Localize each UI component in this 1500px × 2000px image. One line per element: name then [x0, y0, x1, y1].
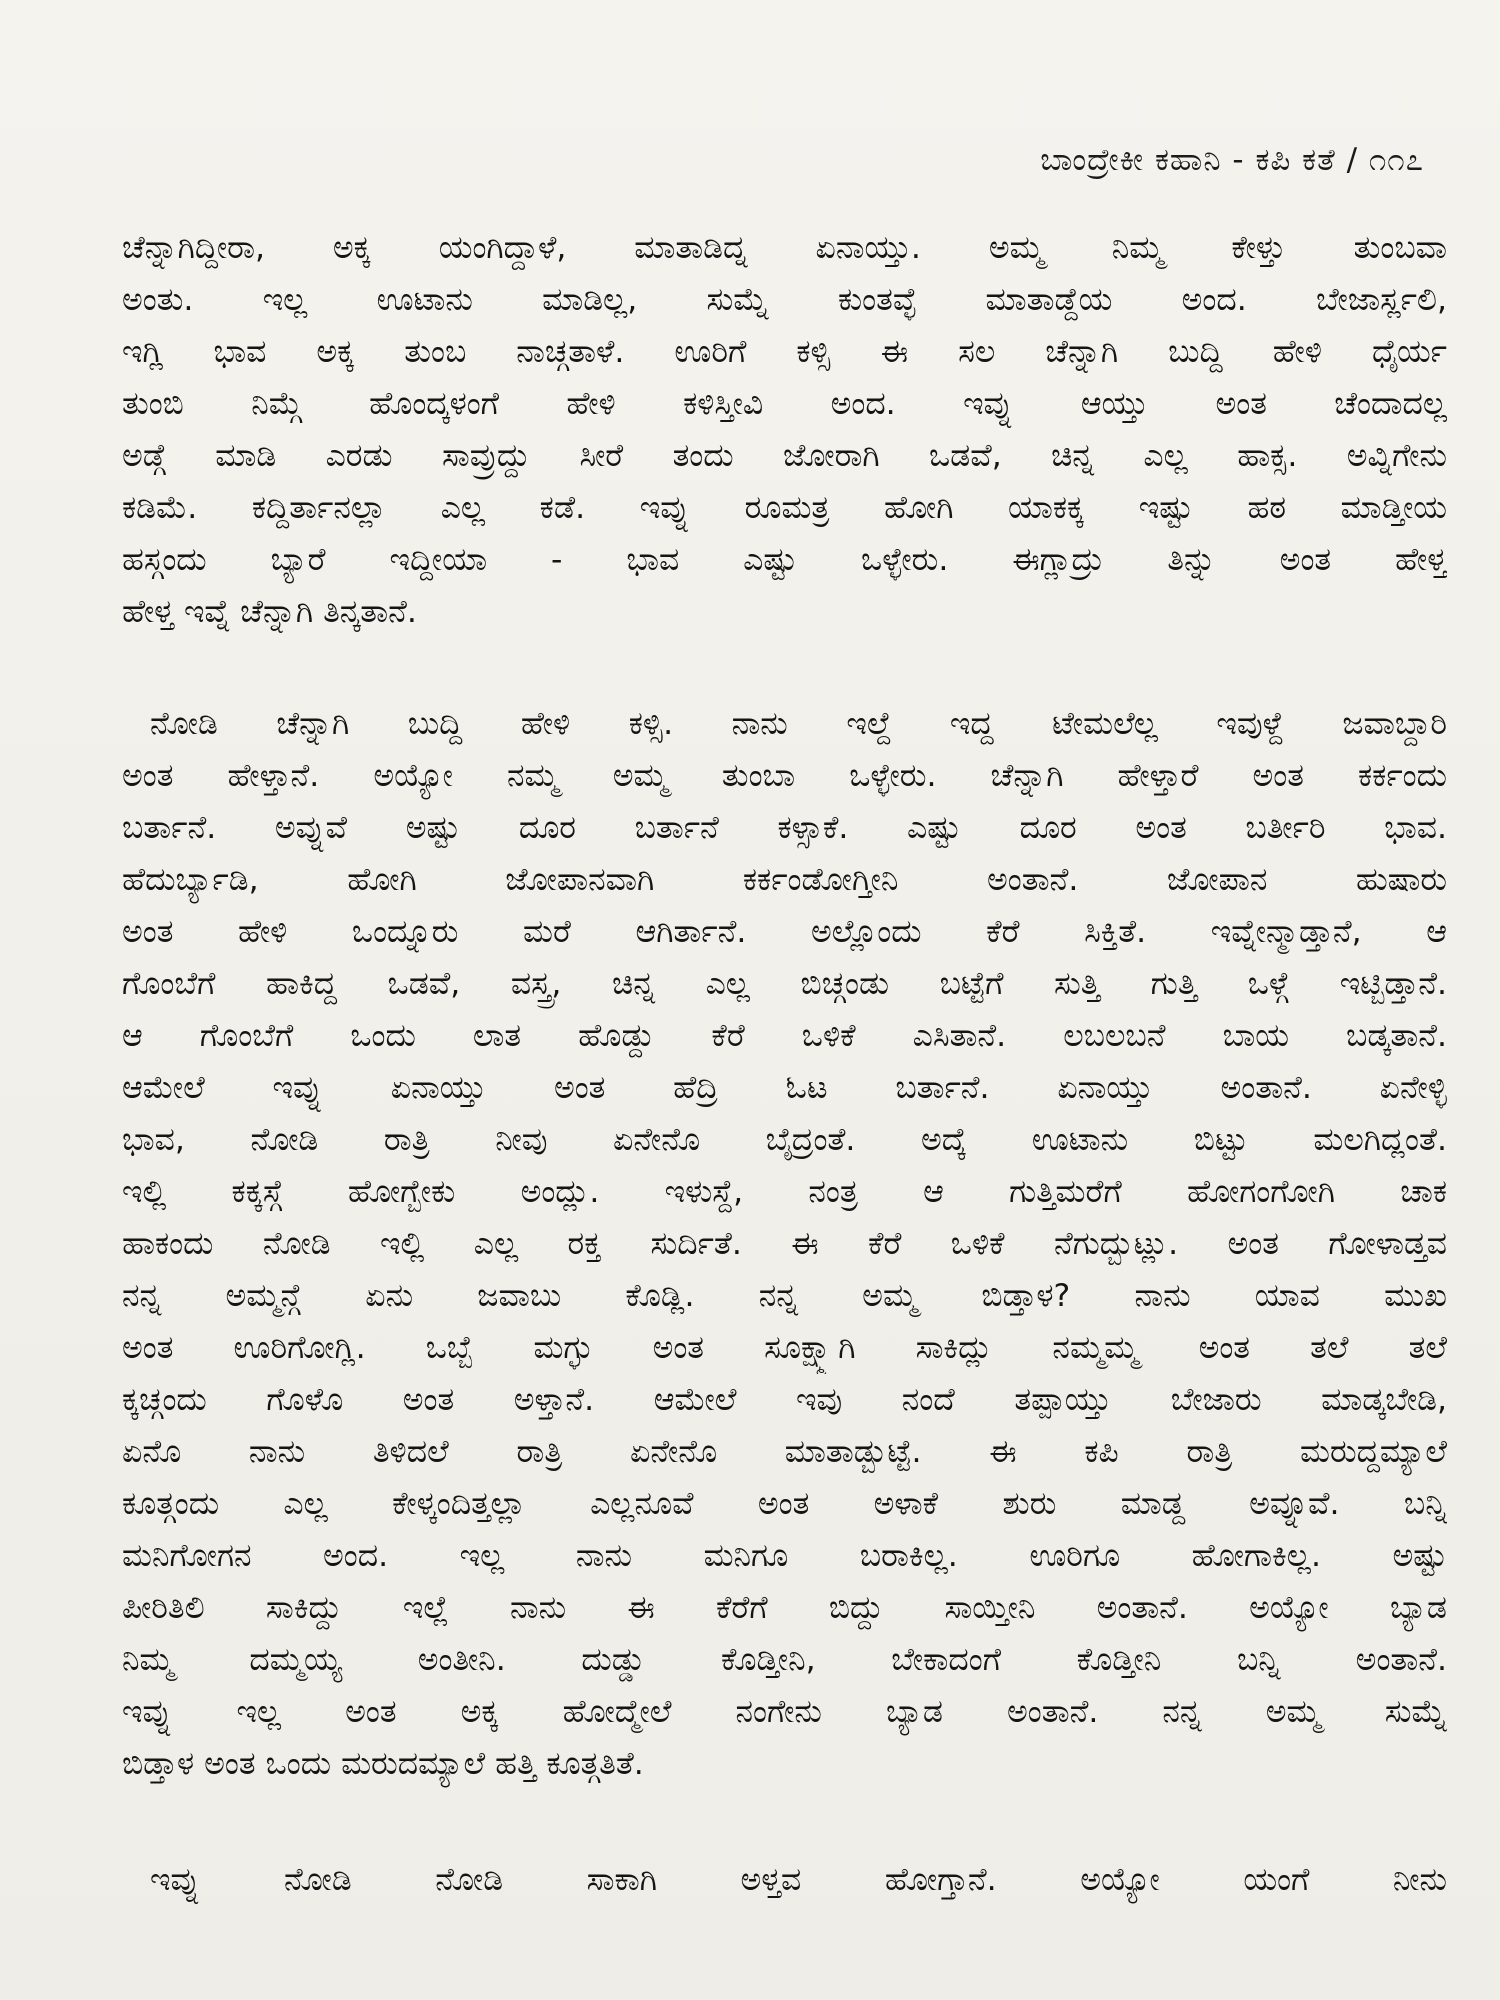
running-header: ಬಾಂದ್ರೇಕೀ ಕಹಾನಿ - ಕಪಿ ಕತೆ / ೧೧೭ [1040, 142, 1424, 178]
text-line: ಬರ್ತಾನೆ. ಅವ್ನುವೆ ಅಷ್ಟು ದೂರ ಬರ್ತಾನೆ ಕಳ್ಸಾಕೆ. ಎಷ್ಟು ದೂರ ಅಂತ ಬರ್ತೀರಿ ಭಾವ. [122, 810, 1447, 846]
text-line: ಆ ಗೊಂಬೆಗೆ ಒಂದು ಲಾತ ಹೊಡ್ದು ಕೆರೆ ಒಳಿಕೆ ಎಸಿತಾನೆ. ಲಬಲಬನೆ ಬಾಯ ಬಡ್ಕತಾನೆ. [122, 1018, 1447, 1054]
text-line: ಇಲ್ಲಿ ಕಕ್ಕಸ್ಗೆ ಹೋಗ್ಬೇಕು ಅಂದ್ಲು. ಇಳುಸ್ದೆ, ನಂತ್ರ ಆ ಗುತ್ತಿಮರೆಗೆ ಹೋಗಂಗೋಗಿ ಚಾಕ [122, 1174, 1447, 1210]
text-line: ನೋಡಿ ಚೆನ್ನಾಗಿ ಬುದ್ದಿ ಹೇಳಿ ಕಳ್ಸಿ. ನಾನು ಇಲ್ದೆ ಇದ್ದ ಟೇಮಲೆಲ್ಲ ಇವುಳ್ದೆ ಜವಾಬ್ದಾರಿ [150, 706, 1447, 742]
text-line: ಅಂತು. ಇಲ್ಲ ಊಟಾನು ಮಾಡಿಲ್ಲ, ಸುಮ್ನೆ ಕುಂತವ್ಳೆ ಮಾತಾಡ್ದೆಯ ಅಂದ. ಬೇಜಾರ್ಸ್ಲಲಿ, [122, 282, 1447, 318]
paragraph-1 [122, 222, 1447, 638]
text-line: ಭಾವ, ನೋಡಿ ರಾತ್ರಿ ನೀವು ಏನೇನೊ ಬೈದ್ರಂತೆ. ಅದ್ಕೆ ಊಟಾನು ಬಿಟ್ಟು ಮಲಗಿದ್ಲಂತೆ. [122, 1122, 1447, 1158]
text-line: ಅಂತ ಹೇಳ್ತಾನೆ. ಅಯ್ಯೋ ನಮ್ಮ ಅಮ್ಮ ತುಂಬಾ ಒಳ್ಳೇರು. ಚೆನ್ನಾಗಿ ಹೇಳ್ತಾರೆ ಅಂತ ಕರ್ಕಂದು [122, 758, 1447, 794]
text-line: ಬಿಡ್ತಾಳ ಅಂತ ಒಂದು ಮರುದಮ್ಯಾಲೆ ಹತ್ತಿ ಕೂತ್ಗತಿತೆ. [122, 1746, 644, 1782]
text-line: ನಿಮ್ಮ ದಮ್ಮಯ್ಯ ಅಂತೀನಿ. ದುಡ್ಡು ಕೊಡ್ತೀನಿ, ಬೇಕಾದಂಗೆ ಕೊಡ್ತೀನಿ ಬನ್ನಿ ಅಂತಾನೆ. [122, 1642, 1447, 1678]
text-line: ಕ್ಕಚ್ಗಂದು ಗೊಳೊ ಅಂತ ಅಳ್ತಾನೆ. ಆಮೇಲೆ ಇವು ನಂದೆ ತಪ್ಪಾಯ್ತು ಬೇಜಾರು ಮಾಡ್ಕಬೇಡಿ, [122, 1382, 1447, 1418]
text-line: ಮನಿಗೋಗನ ಅಂದ. ಇಲ್ಲ ನಾನು ಮನಿಗೂ ಬರಾಕಿಲ್ಲ. ಊರಿಗೂ ಹೋಗಾಕಿಲ್ಲ. ಅಷ್ಟು [122, 1538, 1447, 1574]
text-line: ಗೊಂಬೆಗೆ ಹಾಕಿದ್ದ ಒಡವೆ, ವಸ್ತ್ರ, ಚಿನ್ನ ಎಲ್ಲ ಬಿಚ್ಗಂಡು ಬಟ್ಟೆಗೆ ಸುತ್ತಿ ಗುತ್ತಿ ಒಳ್ಗೆ ಇಟ್ಬಿಡ್ತಾನೆ. [122, 966, 1447, 1002]
text-line: ಅಂತ ಊರಿಗೋಗ್ಲಿ. ಒಬ್ಬೆ ಮಗ್ಳು ಅಂತ ಸೂಕ್ಷ್ಮಾಗಿ ಸಾಕಿದ್ಲು ನಮ್ಮಮ್ಮ ಅಂತ ತಲೆ ತಲೆ [122, 1330, 1447, 1366]
paragraph-2 [122, 698, 1447, 1790]
text-line: ಹೆದುರ್ಬ್ಯಾಡಿ, ಹೋಗಿ ಜೋಪಾನವಾಗಿ ಕರ್ಕಂಡೋಗ್ತೀನಿ ಅಂತಾನೆ. ಜೋಪಾನ ಹುಷಾರು [122, 862, 1447, 898]
text-line: ಹಾಕಂದು ನೋಡಿ ಇಲ್ಲಿ ಎಲ್ಲ ರಕ್ತ ಸುರ್ದಿತೆ. ಈ ಕೆರೆ ಒಳಿಕೆ ನೆಗುದ್ಬುಟ್ಲು. ಅಂತ ಗೋಳಾಡ್ತವ [122, 1226, 1447, 1262]
text-line: ಹೇಳ್ತ ಇವ್ನೆ ಚೆನ್ನಾಗಿ ತಿನ್ಕತಾನೆ. [122, 594, 417, 630]
text-line: ಇವ್ನು ಇಲ್ಲ ಅಂತ ಅಕ್ಕ ಹೋದ್ಮೇಲೆ ನಂಗೇನು ಬ್ಯಾಡ ಅಂತಾನೆ. ನನ್ನ ಅಮ್ಮ ಸುಮ್ನೆ [122, 1694, 1447, 1730]
text-line: ಕಡಿಮೆ. ಕದ್ದಿರ್ತಾನಲ್ಲಾ ಎಲ್ಲ ಕಡೆ. ಇವ್ನು ರೂಮತ್ರ ಹೋಗಿ ಯಾಕಕ್ಕ ಇಷ್ಟು ಹಠ ಮಾಡ್ತೀಯ [122, 490, 1447, 526]
text-line: ಆಮೇಲೆ ಇವ್ನು ಏನಾಯ್ತು ಅಂತ ಹೆದ್ರಿ ಓಟ ಬರ್ತಾನೆ. ಏನಾಯ್ತು ಅಂತಾನೆ. ಏನೇಳ್ಳಿ [122, 1070, 1447, 1106]
text-line: ಇಗ್ಲಿ ಭಾವ ಅಕ್ಕ ತುಂಬ ನಾಚ್ಗತಾಳೆ. ಊರಿಗೆ ಕಳ್ಸಿ ಈ ಸಲ ಚೆನ್ನಾಗಿ ಬುದ್ದಿ ಹೇಳಿ ಧೈರ್ಯ [122, 334, 1447, 370]
text-line: ಪೀರಿತಿಲಿ ಸಾಕಿದ್ದು ಇಲ್ಲೆ ನಾನು ಈ ಕೆರೆಗೆ ಬಿದ್ದು ಸಾಯ್ತೀನಿ ಅಂತಾನೆ. ಅಯ್ಯೋ ಬ್ಯಾಡ [122, 1590, 1447, 1626]
paragraph-3 [122, 1854, 1447, 1906]
text-line: ಚೆನ್ನಾಗಿದ್ದೀರಾ, ಅಕ್ಕ ಯಂಗಿದ್ದಾಳೆ, ಮಾತಾಡಿದ್ನ ಏನಾಯ್ತು. ಅಮ್ಮ ನಿಮ್ಮ ಕೇಳ್ತು ತುಂಬವಾ [122, 230, 1447, 266]
text-line: ಅಂತ ಹೇಳಿ ಒಂದ್ನೂರು ಮರೆ ಆಗಿರ್ತಾನೆ. ಅಲ್ಲೊಂದು ಕೆರೆ ಸಿಕ್ತಿತೆ. ಇವ್ನೇನ್ಮಾಡ್ತಾನೆ, ಆ [122, 914, 1447, 950]
text-line: ತುಂಬಿ ನಿಮ್ಗೆ ಹೊಂದ್ಕಳಂಗೆ ಹೇಳಿ ಕಳಿಸ್ತೀವಿ ಅಂದ. ಇವ್ನು ಆಯ್ತು ಅಂತ ಚೆಂದಾದಲ್ಲ [122, 386, 1447, 422]
text-line: ನನ್ನ ಅಮ್ಮನ್ಗೆ ಏನು ಜವಾಬು ಕೊಡ್ಲಿ. ನನ್ನ ಅಮ್ಮ ಬಿಡ್ತಾಳ? ನಾನು ಯಾವ ಮುಖ [122, 1278, 1447, 1314]
text-line: ಅಡ್ಗೆ ಮಾಡಿ ಎರಡು ಸಾವ್ರುದ್ದು ಸೀರೆ ತಂದು ಜೋರಾಗಿ ಒಡವೆ, ಚಿನ್ನ ಎಲ್ಲ ಹಾಕ್ಸ. ಅವ್ನಿಗೇನು [122, 438, 1447, 474]
text-line: ಹಸ್ಗಂದು ಬ್ಯಾರೆ ಇದ್ದೀಯಾ - ಭಾವ ಎಷ್ಟು ಒಳ್ಳೇರು. ಈಗ್ಲಾದ್ರು ತಿನ್ನು ಅಂತ ಹೇಳ್ತ [122, 542, 1447, 578]
text-line: ಇವ್ನು ನೋಡಿ ನೋಡಿ ಸಾಕಾಗಿ ಅಳ್ತವ ಹೋಗ್ತಾನೆ. ಅಯ್ಯೋ ಯಂಗೆ ನೀನು [150, 1862, 1447, 1898]
text-line: ಏನೊ ನಾನು ತಿಳಿದಲೆ ರಾತ್ರಿ ಏನೇನೊ ಮಾತಾಡ್ಬುಟ್ಟೆ. ಈ ಕಪಿ ರಾತ್ರಿ ಮರುದ್ದಮ್ಯಾಲೆ [122, 1434, 1447, 1470]
text-line: ಕೂತ್ಗಂದು ಎಲ್ಲ ಕೇಳ್ಕಂದಿತ್ತಲ್ಲಾ ಎಲ್ಲನೂವೆ ಅಂತ ಅಳಾಕೆ ಶುರು ಮಾಡ್ದ ಅವ್ನೂವೆ. ಬನ್ನಿ [122, 1486, 1447, 1522]
